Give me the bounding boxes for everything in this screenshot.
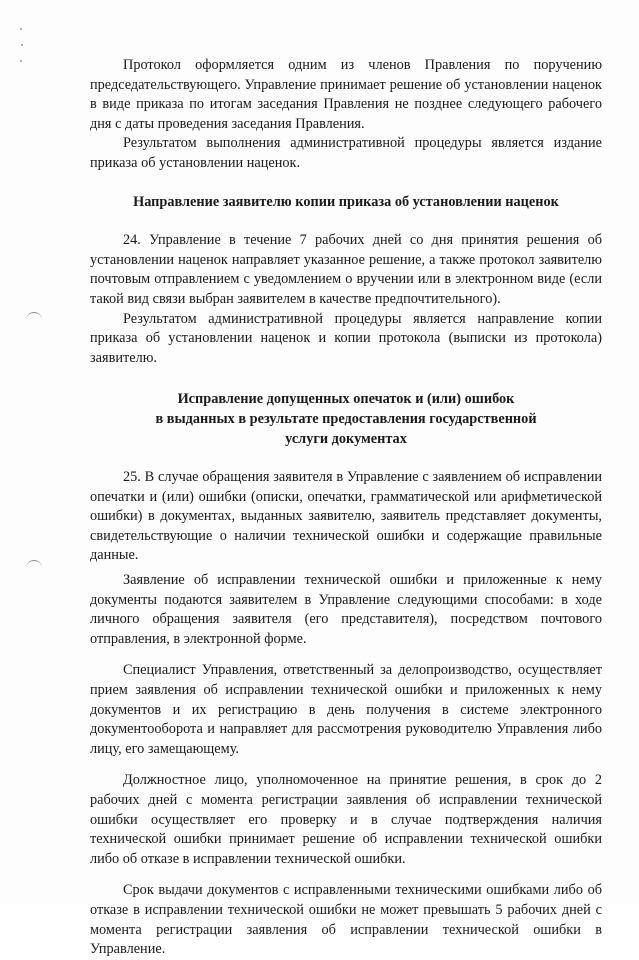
- paragraph: Результатом административной процедуры является направление копии приказа об установлении наценок и копии протокола (выписки из протокола) заявителю.: [90, 310, 602, 366]
- scan-speck: [20, 28, 22, 30]
- scan-speck: [20, 60, 22, 62]
- paragraph: 25. В случае обращения заявителя в Управление с заявлением об исправлении опечатки и (или) ошибки (описки, опечатки, грамматической или арифметической ошибки) в документах, выданных заявителю, заявитель представляет документы, свидетельствующие о наличии технической ошибки и содержащие правильные данные.: [90, 469, 602, 564]
- section-heading: Направление заявителю копии приказа об установлении наценок: [133, 193, 559, 210]
- binder-hole-mark: [26, 312, 42, 321]
- paragraph: 24. Управление в течение 7 рабочих дней со дня принятия решения об установлении наценок направляет указанное решение, а также протокол заявителю почтовым отправлением с уведомлением о вручении или в электронном виде (если такой вид связи выбран заявителем в качестве предпочтительного).: [90, 232, 602, 307]
- paragraph: Результатом выполнения административной процедуры является издание приказа об установлении наценок.: [90, 135, 602, 171]
- paragraph: Специалист Управления, ответственный за делопроизводство, осуществляет прием заявления об исправлении технической ошибки и приложенных к нему документов и их регистрацию в день получения в системе электронного документооборота и направляет для рассмотрения руководителю Управления либо лицу, его замещающему.: [90, 662, 602, 757]
- paragraph: Должностное лицо, уполномоченное на принятие решения, в срок до 2 рабочих дней с момента регистрации заявления об исправлении технической ошибки осуществляет его проверку и в случае подтверждения наличия технической ошибки принимает решение об исправлении технической ошибки либо об отказе в исправлении технической ошибки.: [90, 772, 602, 867]
- scan-speck: [21, 44, 23, 46]
- binder-hole-mark: [26, 560, 42, 569]
- heading-line: в выданных в результате предоставления государственной: [155, 410, 537, 427]
- paragraph: Срок выдачи документов с исправленными техническими ошибками либо об отказе в исправлении технической ошибки не может превышать 5 рабочих дней с момента регистрации заявления об исправлении технической ошибки в Управление.: [90, 882, 602, 958]
- document-body: [90, 56, 602, 960]
- paragraph: Заявление об исправлении технической ошибки и приложенные к нему документы подаются заявителем в Управление следующими способами: в ходе личного обращения заявителя (его представителя), посредством почтового отправления, в электронной форме.: [90, 572, 602, 647]
- section-heading: [90, 390, 602, 449]
- heading-line: Исправление допущенных опечаток и (или) ошибок: [177, 391, 515, 408]
- heading-line: услуги документах: [285, 430, 407, 447]
- paragraph: Протокол оформляется одним из членов Правления по поручению председательствующего. Управление принимает решение об установлении наценок в виде приказа по итогам заседания Правления не позднее следующего рабочего дня с даты проведения заседания Правления.: [90, 57, 602, 132]
